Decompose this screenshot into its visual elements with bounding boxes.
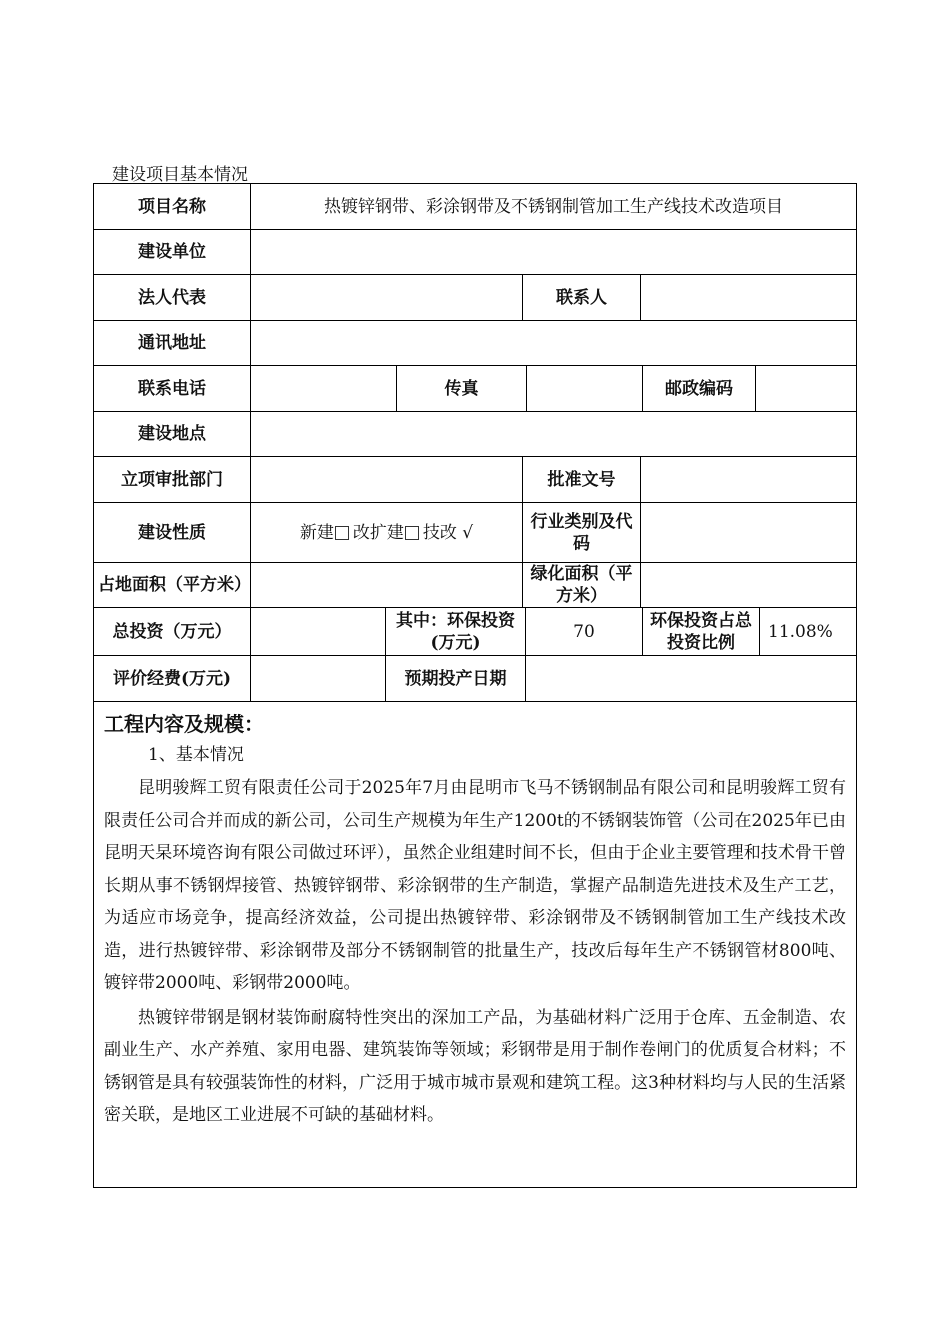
project-name-label: 项目名称 [94,184,251,230]
project-info-table [93,183,857,1188]
fax-label: 传真 [397,366,527,412]
approval-no-value[interactable] [641,457,856,503]
area-label: 占地面积（平方米） [94,563,251,608]
eval-fee-value[interactable] [251,656,386,702]
postal-value[interactable] [756,366,856,412]
content-paragraph-1: 昆明骏辉工贸有限责任公司于2025年7月由昆明市飞马不锈钢制品有限公司和昆明骏辉工贸有限责任公司合并而成的新公司，公司生产规模为年生产1200t的不锈钢装饰管（公司在2025年已由昆明天杲环境咨询有限公司做过环评），虽然企业组建时间不长，但由于企业主要管理和技术骨干曾长期从事不锈钢焊接管、热镀锌钢带、彩涂钢带的生产制造，掌握产品制造先进技术及生产工艺，为适应市场竞争，提高经济效益，公司提出热镀锌带、彩涂钢带及不锈钢制管加工生产线技术改造，进行热镀锌带、彩涂钢带及部分不锈钢制管的批量生产，技改后每年生产不锈钢管材800吨、镀锌带2000吨、彩钢带2000吨。 [104,778,846,993]
env-ratio-value: 11.08% [760,608,856,656]
check-mark-icon[interactable]: √ [462,522,474,543]
legal-rep-label: 法人代表 [94,275,251,321]
construction-unit-label: 建设单位 [94,230,251,275]
approval-dept-label: 立项审批部门 [94,457,251,503]
start-date-value[interactable] [526,656,856,702]
address-label: 通讯地址 [94,321,251,366]
content-heading: 工程内容及规模： [104,712,264,736]
nature-option-expand: 改扩建 [352,522,404,543]
nature-option-tech: 技改 [422,522,457,543]
address-value[interactable] [251,321,856,366]
site-value[interactable] [251,412,856,457]
contact-person-label: 联系人 [523,275,641,321]
area-value[interactable] [251,563,523,608]
nature-options [251,503,523,563]
env-invest-value: 70 [526,608,643,656]
project-content [94,702,856,1134]
project-name-value: 热镀锌钢带、彩涂钢带及不锈钢制管加工生产线技术改造项目 [251,184,856,230]
green-area-label: 绿化面积（平方米） [523,563,641,608]
green-area-value[interactable] [641,563,856,608]
postal-label: 邮政编码 [643,366,756,412]
content-paragraph-2: 热镀锌带钢是钢材装饰耐腐特性突出的深加工产品，为基础材料广泛用于仓库、五金制造、农副业生产、水产养殖、家用电器、建筑装饰等领域；彩钢带是用于制作卷闸门的优质复合材料；不锈钢管是具有较强装饰性的材料，广泛用于城市城市景观和建筑工程。这3种材料均与人民的生活紧密关联，是地区工业进展不可缺的基础材料。 [104,1007,846,1125]
total-invest-value[interactable] [251,608,386,656]
content-subheading: 1、基本情况 [148,745,244,765]
industry-value[interactable] [641,503,856,563]
approval-dept-value[interactable] [251,457,523,503]
phone-label: 联系电话 [94,366,251,412]
total-invest-label: 总投资（万元） [94,608,251,656]
industry-label: 行业类别及代码 [523,503,641,563]
phone-value[interactable] [251,366,397,412]
eval-fee-label: 评价经费(万元) [94,656,251,702]
approval-no-label: 批准文号 [523,457,641,503]
site-label: 建设地点 [94,412,251,457]
nature-option-new: 新建 [299,522,334,543]
fax-value[interactable] [527,366,643,412]
contact-person-value[interactable] [641,275,856,321]
env-ratio-label: 环保投资占总投资比例 [643,608,760,656]
checkbox-new[interactable] [335,526,349,540]
legal-rep-value[interactable] [251,275,523,321]
form-caption: 建设项目基本情况 [112,165,248,185]
checkbox-expand[interactable] [405,526,419,540]
construction-unit-value[interactable] [251,230,856,275]
env-invest-label: 其中：环保投资(万元) [386,608,526,656]
nature-label: 建设性质 [94,503,251,563]
start-date-label: 预期投产日期 [386,656,526,702]
